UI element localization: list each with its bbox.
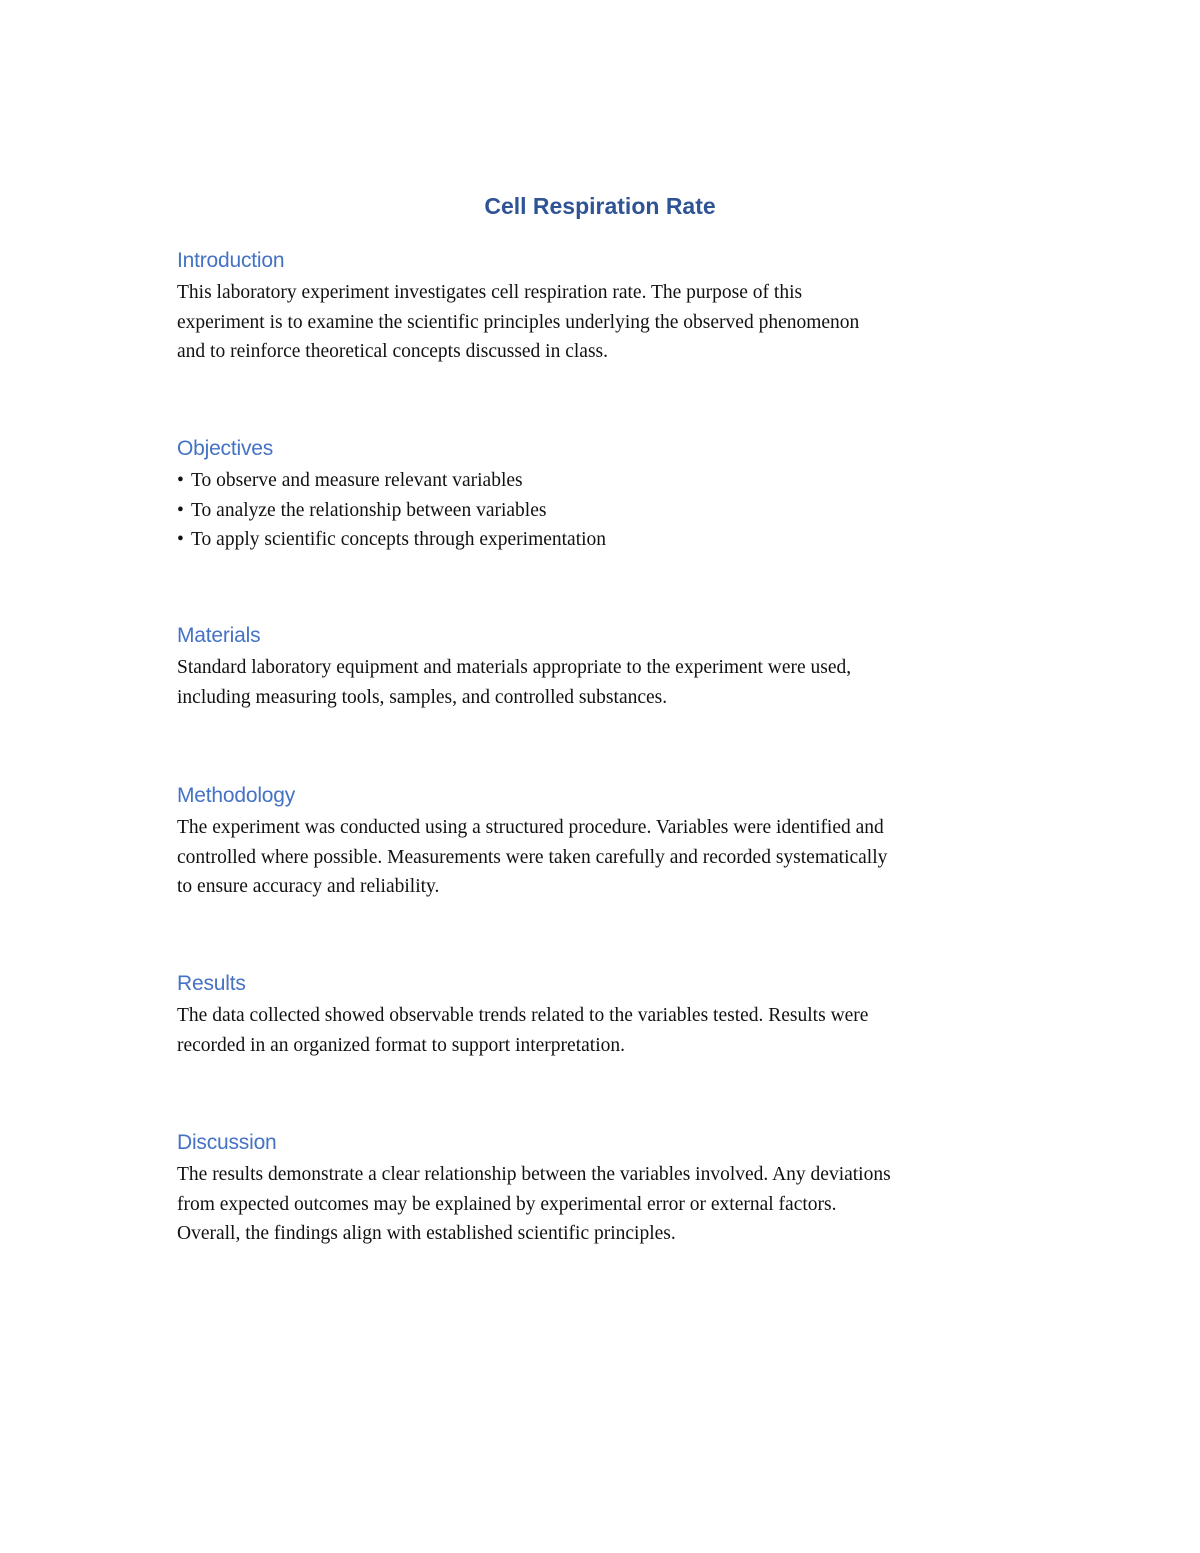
section-heading-results: Results xyxy=(177,972,246,995)
text-line: including measuring tools, samples, and controlled substances. xyxy=(177,686,668,708)
section-heading-materials: Materials xyxy=(177,624,261,647)
text-line: to ensure accuracy and reliability. xyxy=(177,876,440,897)
section-objectives xyxy=(177,434,1037,555)
document-title: Cell Respiration Rate xyxy=(484,193,716,219)
section-heading-methodology: Methodology xyxy=(177,784,296,807)
text-line: The experiment was conducted using a structured procedure. Variables were identified and xyxy=(177,817,884,838)
paragraph-materials xyxy=(177,653,1037,712)
paragraph-methodology xyxy=(177,813,1037,902)
section-introduction xyxy=(177,246,1037,367)
bullet-icon: • xyxy=(177,529,184,550)
text-line: The data collected showed observable trends related to the variables tested. Results were xyxy=(177,1005,869,1026)
text-line: recorded in an organized format to support interpretation. xyxy=(177,1034,625,1056)
section-heading-objectives: Objectives xyxy=(177,437,274,460)
list-item xyxy=(177,466,1037,496)
bullet-icon: • xyxy=(177,499,184,521)
bullet-icon: • xyxy=(177,470,184,491)
section-heading-discussion: Discussion xyxy=(177,1131,277,1154)
section-methodology xyxy=(177,781,1037,902)
text-line: This laboratory experiment investigates cell respiration rate. The purpose of this xyxy=(177,282,803,303)
list-item-text: To observe and measure relevant variables xyxy=(191,470,523,491)
list-item-text: To apply scientific concepts through experimentation xyxy=(191,529,607,550)
text-line: The results demonstrate a clear relationship between the variables involved. Any deviations xyxy=(177,1164,891,1185)
paragraph-results xyxy=(177,1001,1037,1060)
text-line: from expected outcomes may be explained by experimental error or external factors. xyxy=(177,1193,837,1215)
section-materials xyxy=(177,621,1037,712)
text-line: Standard laboratory equipment and materials appropriate to the experiment were used, xyxy=(177,657,852,678)
list-item xyxy=(177,496,1037,526)
section-results xyxy=(177,969,1037,1060)
section-discussion xyxy=(177,1128,1037,1249)
paragraph-discussion xyxy=(177,1160,1037,1249)
section-heading-introduction: Introduction xyxy=(177,249,285,272)
list-item-text: To analyze the relationship between variables xyxy=(191,499,547,521)
text-line: experiment is to examine the scientific principles underlying the observed phenomenon xyxy=(177,311,860,333)
text-line: controlled where possible. Measurements were taken carefully and recorded systematically xyxy=(177,846,888,868)
objectives-list xyxy=(177,466,1037,555)
list-item xyxy=(177,525,1037,555)
paragraph-introduction xyxy=(177,278,1037,367)
text-line: Overall, the findings align with established scientific principles. xyxy=(177,1223,676,1244)
text-line: and to reinforce theoretical concepts discussed in class. xyxy=(177,341,609,362)
